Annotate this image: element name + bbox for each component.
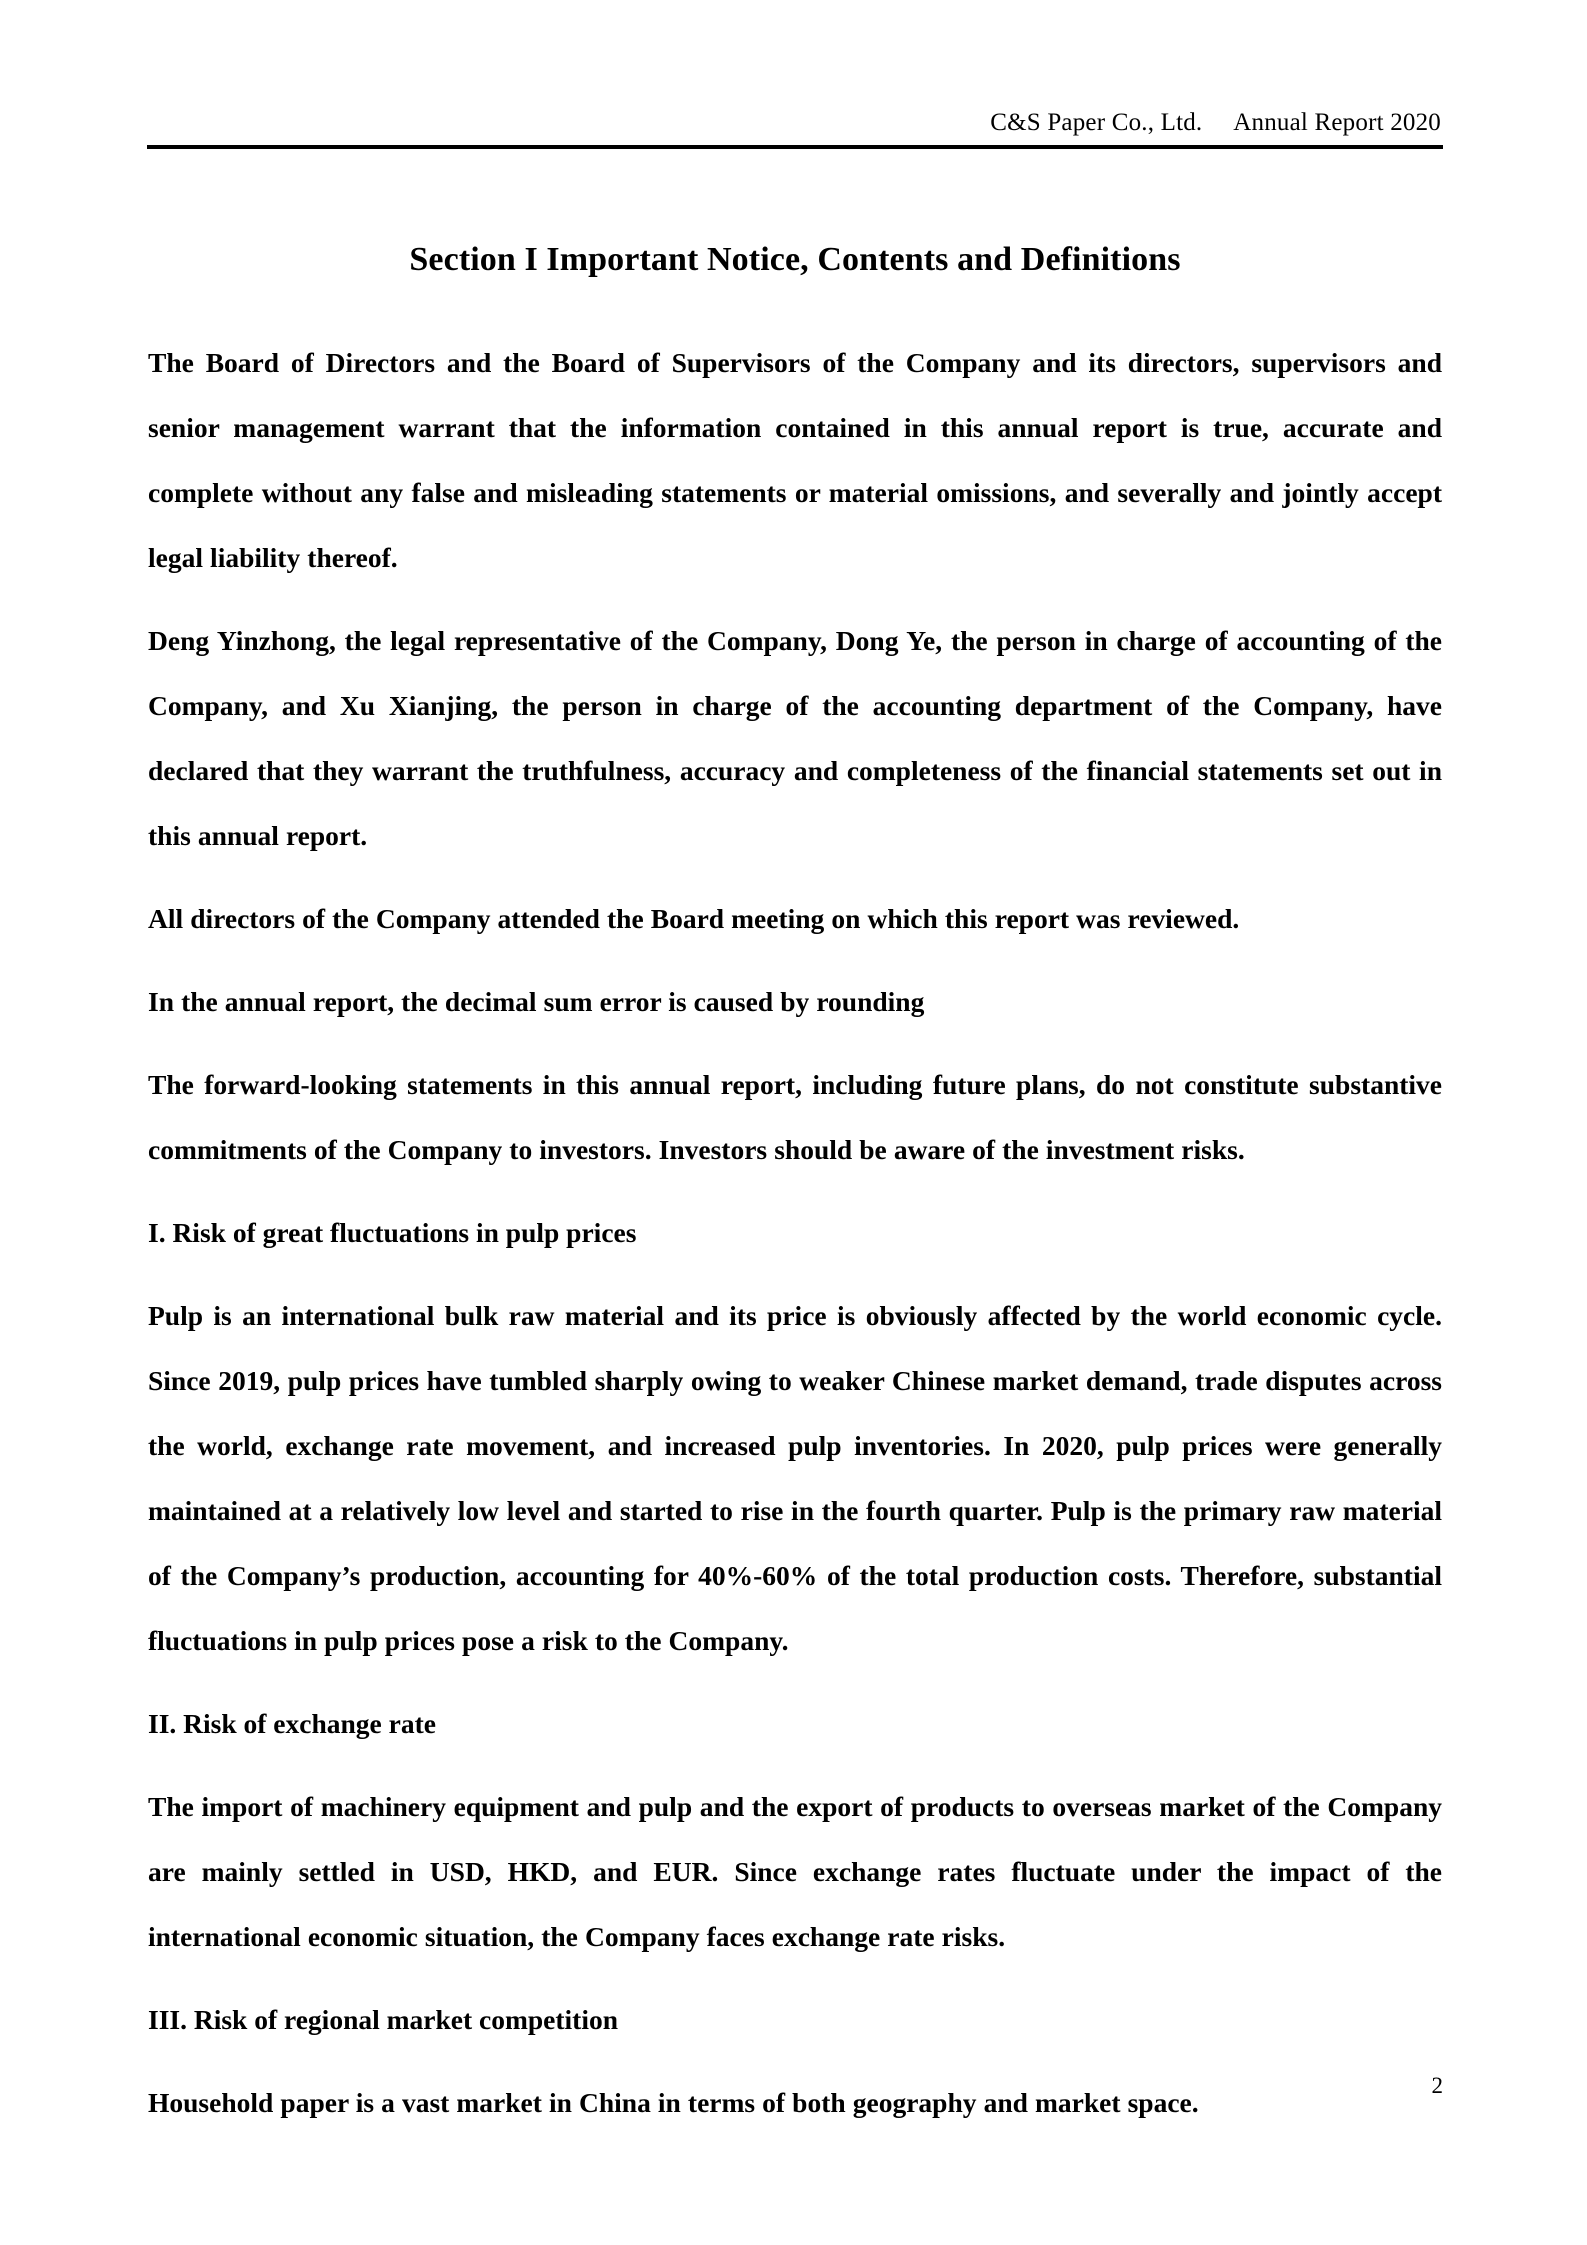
page-title: Section I Important Notice, Contents and Definitions — [409, 241, 1181, 278]
heading-risk-regional-competition: III. Risk of regional market competition — [148, 2004, 619, 2035]
paragraph-pulp-price-risk: Pulp is an international bulk raw material and its price is obviously affected by the world economic cycle. Since 2019, pulp prices have tumbled sharply owing to weaker Chinese market demand, trade disputes across the world, exchange rate movement, and increased pulp inventories. In 2020, pulp prices were generally maintained at a relatively low level and started to rise in the fourth quarter. Pulp is the primary raw material of the Company’s production, accounting for 40%-60% of the total production costs. Therefore, substantial fluctuations in pulp prices pose a risk to the Company. — [148, 1300, 1442, 1656]
paragraph-regional-market: Household paper is a vast market in China in terms of both geography and market space. — [148, 2087, 1199, 2118]
running-header — [147, 108, 1443, 149]
heading-risk-exchange-rate: II. Risk of exchange rate — [148, 1708, 436, 1739]
paragraph-rounding-note: In the annual report, the decimal sum error is caused by rounding — [148, 986, 925, 1017]
header-text: C&S Paper Co., Ltd. Annual Report 2020 — [990, 109, 1441, 136]
paragraph-representatives-declaration: Deng Yinzhong, the legal representative of the Company, Dong Ye, the person in charge of accounting of the Company, and Xu Xianjing, the person in charge of the accounting department of the Company, have declared that they warrant the truthfulness, accuracy and completeness of the financial statements set out in this annual report. — [148, 625, 1442, 851]
paragraph-directors-attendance: All directors of the Company attended the Board meeting on which this report was reviewed. — [148, 903, 1240, 934]
paragraph-exchange-rate-risk: The import of machinery equipment and pulp and the export of products to overseas market of the Company are mainly settled in USD, HKD, and EUR. Since exchange rates fluctuate under the impact of the international economic situation, the Company faces exchange rate risks. — [148, 1791, 1442, 1952]
heading-risk-pulp-prices: I. Risk of great fluctuations in pulp prices — [148, 1217, 637, 1248]
page-content — [148, 238, 1442, 2153]
paragraph-forward-looking: The forward-looking statements in this annual report, including future plans, do not constitute substantive commitments of the Company to investors. Investors should be aware of the investment risks. — [148, 1069, 1442, 1165]
page-number: 2 — [1431, 2073, 1443, 2098]
header-divider — [147, 145, 1443, 149]
paragraph-board-warranty: The Board of Directors and the Board of Supervisors of the Company and its directors, supervisors and senior management warrant that the information contained in this annual report is true, accurate and complete without any false and misleading statements or material omissions, and severally and jointly accept legal liability thereof. — [148, 347, 1442, 573]
